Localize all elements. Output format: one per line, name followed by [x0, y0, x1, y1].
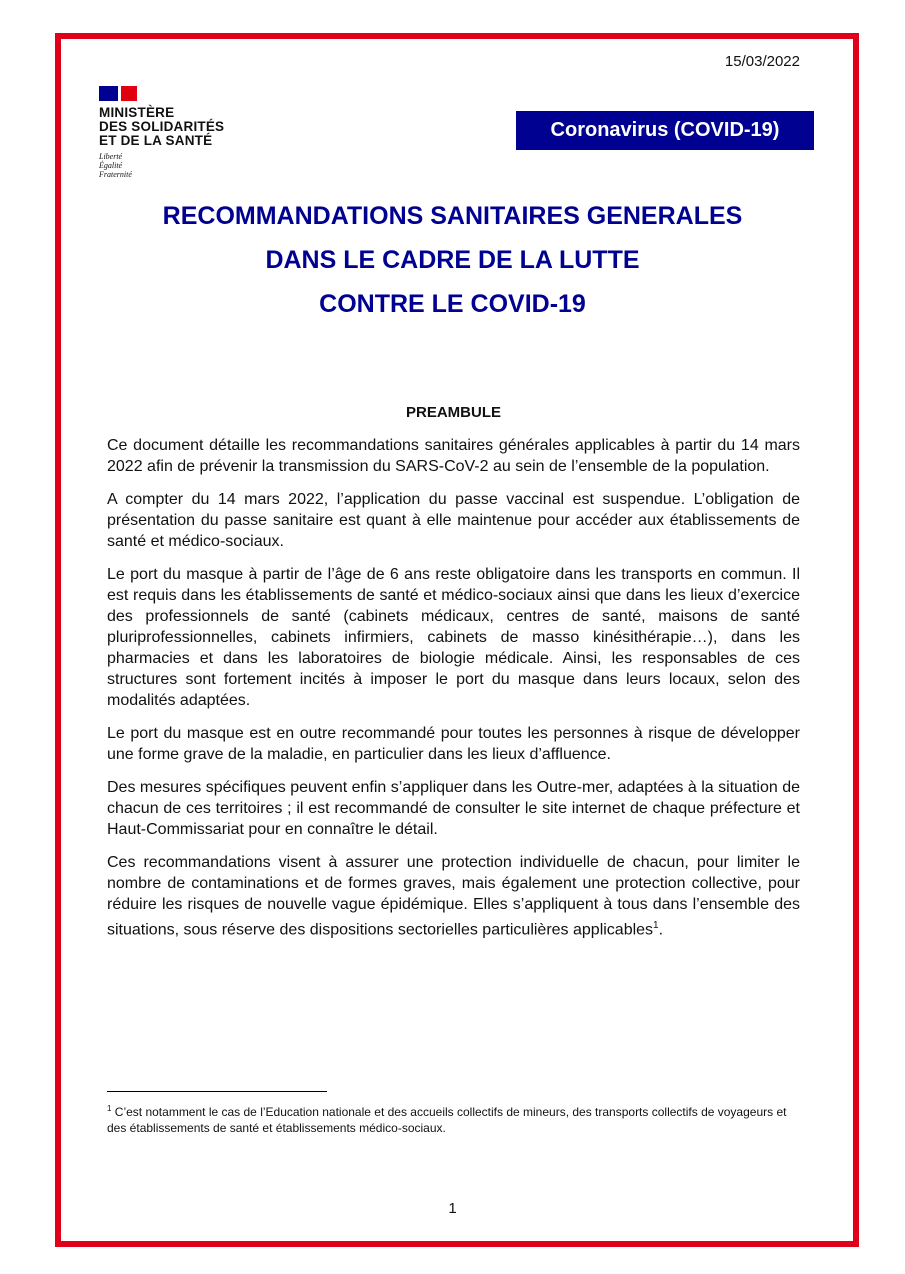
title-line: CONTRE LE COVID-19 — [319, 290, 586, 318]
footnote-marker: 1 — [107, 1104, 112, 1113]
paragraph-text: Ces recommandations visent à assurer une protection individuelle de chacun, pour limiter le nombre de contaminations et de formes graves, mais également une protection collective, pour réduire les risques de nouvelle vague épidémique. Elles s’appliquent à tous dans l’ensemble des situations, sous réserve des dispositions sectorielles particulières applicables — [107, 854, 800, 939]
ministry-name-line: DES SOLIDARITÉS — [99, 119, 225, 134]
document-date: 15/03/2022 — [724, 53, 800, 70]
motto-line: Fraternité — [99, 170, 132, 179]
ministry-name-line: ET DE LA SANTÉ — [99, 133, 213, 148]
paragraph-with-footnote: Ces recommandations visent à assurer une protection individuelle de chacun, pour limiter le nombre de contaminations et de formes graves, mais également une protection collective, pour réduire les risques de nouvelle vague épidémique. Elles s’appliquent à tous dans l’ensemble des situations, sous réserve des dispositions sectorielles particulières applicables$^1$. — [107, 854, 800, 939]
ministry-name-line: MINISTÈRE — [99, 105, 175, 120]
document-title — [60, 194, 845, 326]
section-heading: PREAMBULE — [405, 404, 501, 421]
paragraph: Ce document détaille les recommandations sanitaires générales applicables à partir du 14 mars 2022 afin de prévenir la transmission du SARS-CoV-2 au sein de l’ensemble de la population. — [107, 437, 800, 475]
marianne-flag-icon — [99, 86, 137, 101]
paragraph: Des mesures spécifiques peuvent enfin s’appliquer dans les Outre-mer, adaptées à la situation de chacun de ces territoires ; il est recommandé de consulter le site internet de chaque préfecture et Haut-Commissariat pour en connaître le détail. — [107, 779, 800, 838]
footnote-text: C’est notamment le cas de l’Education nationale et des accueils collectifs de mineurs, des transports collectifs de voyageurs et des établissements de santé et établissements médico-sociaux. — [107, 1105, 787, 1135]
document-body — [107, 402, 800, 952]
title-line: DANS LE CADRE DE LA LUTTE — [265, 246, 640, 274]
paragraph: A compter du 14 mars 2022, l’application du passe vaccinal est suspendue. L’obligation de présentation du passe sanitaire est quant à elle maintenue pour accéder aux établissements de santé et médico-sociaux. — [107, 491, 800, 550]
motto-line: Liberté — [99, 152, 123, 161]
paragraph: Le port du masque est en outre recommandé pour toutes les personnes à risque de développer une forme grave de la maladie, en particulier dans les lieux d’affluence. — [107, 725, 800, 763]
title-line: RECOMMANDATIONS SANITAIRES GENERALES — [162, 202, 743, 230]
page-number: 1 — [448, 1200, 457, 1217]
footnote-reference[interactable]: 1 — [653, 920, 659, 931]
footnote-separator — [107, 1091, 327, 1092]
ministry-logo — [99, 86, 224, 179]
motto-line: Égalité — [99, 161, 123, 170]
footnote — [107, 1101, 802, 1136]
topic-badge: Coronavirus (COVID-19) — [516, 111, 814, 150]
paragraph: Le port du masque à partir de l’âge de 6 ans reste obligatoire dans les transports en commun. Il est requis dans les établissements de santé et médico-sociaux ainsi que dans les lieux d’exercice des professionnels de santé (cabinets médicaux, centres de santé, maisons de santé pluriprofessionnelles, cabinets infirmiers, cabinets de masso kinésithérapie…), dans les pharmacies et dans les laboratoires de biologie médicale. Ainsi, les responsables de ces structures sont fortement incités à imposer le port du masque dans leurs locaux, selon des modalités adaptées. — [107, 566, 800, 709]
